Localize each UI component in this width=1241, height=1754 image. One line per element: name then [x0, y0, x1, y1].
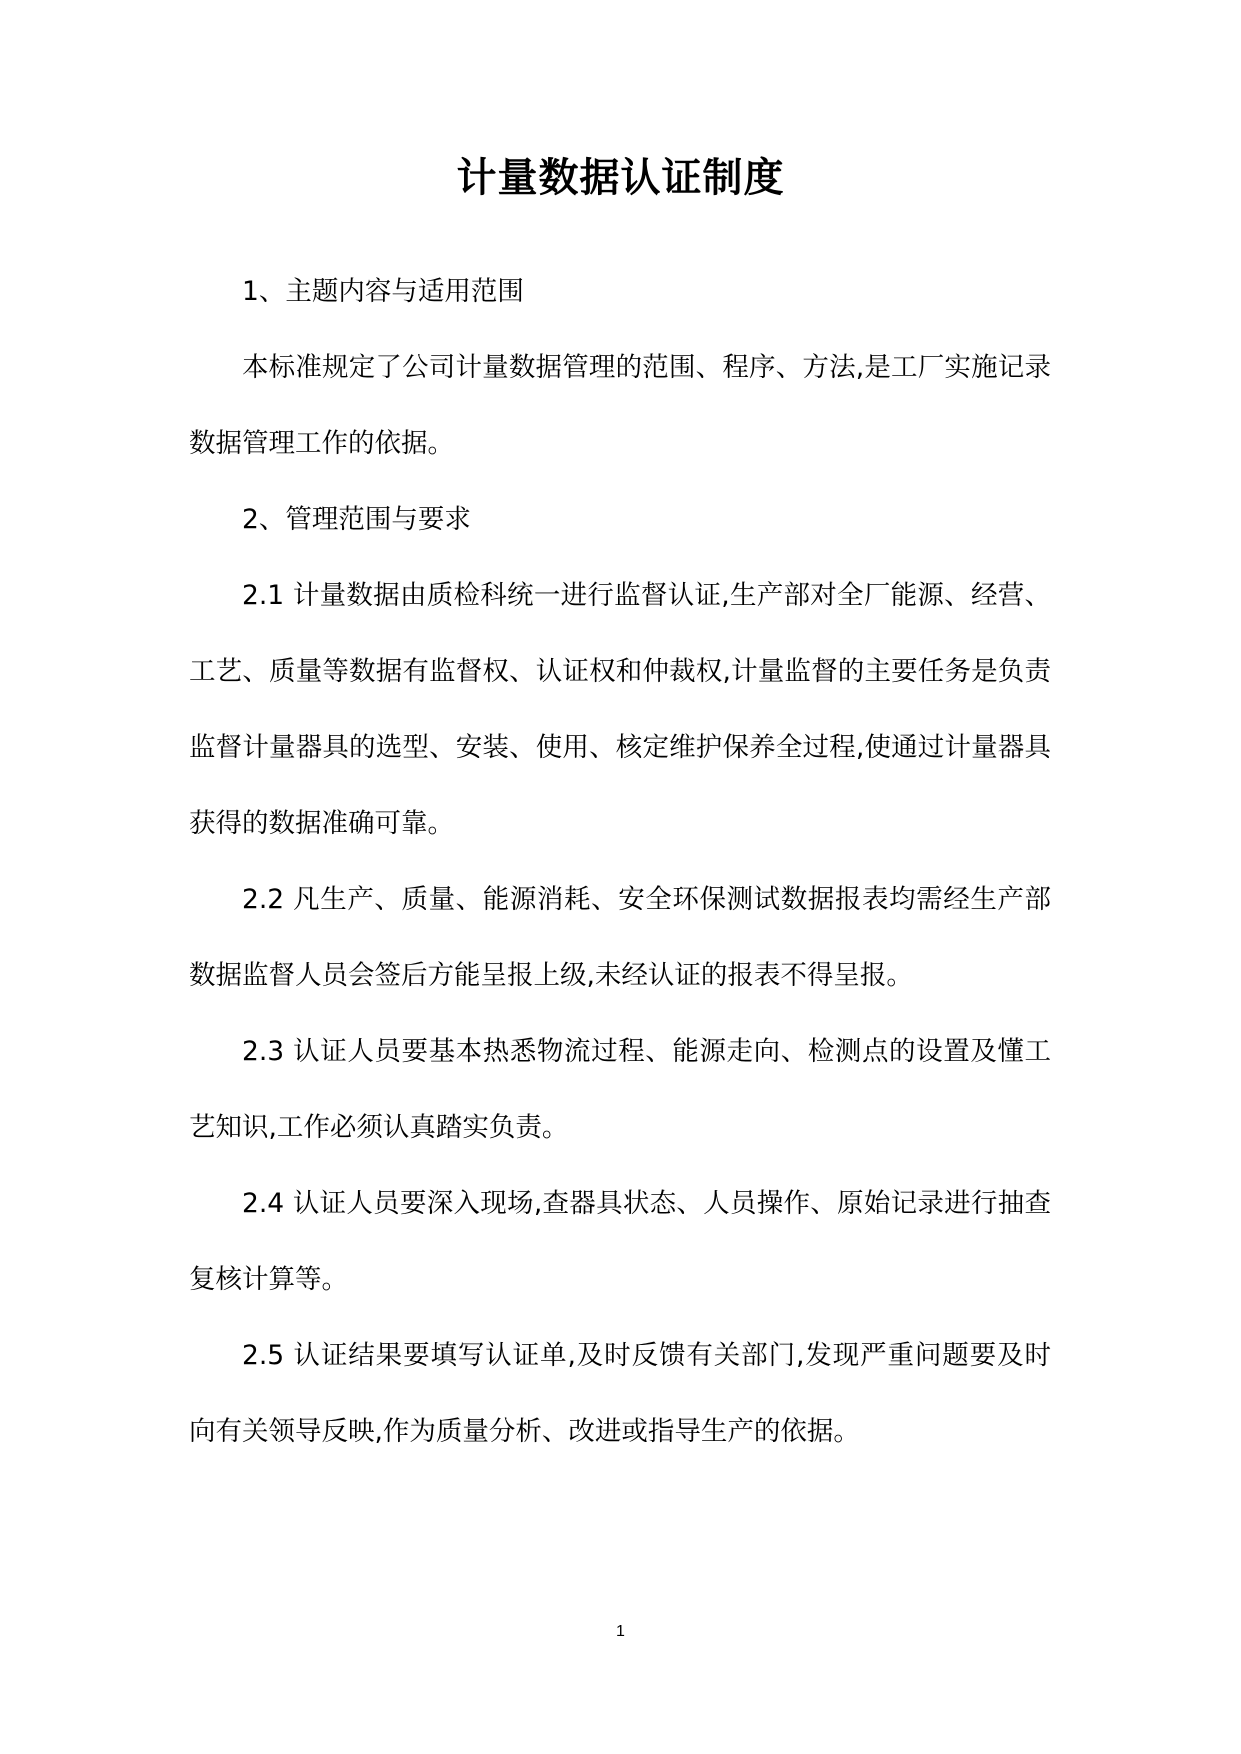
- paragraph-2-2: 2.2 凡生产、质量、能源消耗、安全环保测试数据报表均需经生产部数据监督人员会签后方能呈报上级,未经认证的报表不得呈报。: [189, 884, 1051, 991]
- section-heading-1: 1、主题内容与适用范围: [242, 276, 524, 307]
- paragraph-scope: 本标准规定了公司计量数据管理的范围、程序、方法,是工厂实施记录数据管理工作的依据。: [189, 352, 1051, 459]
- document-body: [189, 254, 1051, 1470]
- document-title: 计量数据认证制度: [456, 154, 785, 201]
- paragraph-2-5: 2.5 认证结果要填写认证单,及时反馈有关部门,发现严重问题要及时向有关领导反映,作为质量分析、改进或指导生产的依据。: [189, 1340, 1051, 1447]
- paragraph-2-1: 2.1 计量数据由质检科统一进行监督认证,生产部对全厂能源、经营、工艺、质量等数据有监督权、认证权和仲裁权,计量监督的主要任务是负责监督计量器具的选型、安装、使用、核定维护保养全过程,使通过计量器具获得的数据准确可靠。: [189, 580, 1051, 839]
- paragraph-2-3: 2.3 认证人员要基本热悉物流过程、能源走向、检测点的设置及懂工艺知识,工作必须认真踏实负责。: [189, 1036, 1051, 1143]
- section-heading-2: 2、管理范围与要求: [242, 504, 471, 535]
- page-number: 1: [616, 1623, 625, 1640]
- paragraph-2-4: 2.4 认证人员要深入现场,查器具状态、人员操作、原始记录进行抽查复核计算等。: [189, 1188, 1051, 1295]
